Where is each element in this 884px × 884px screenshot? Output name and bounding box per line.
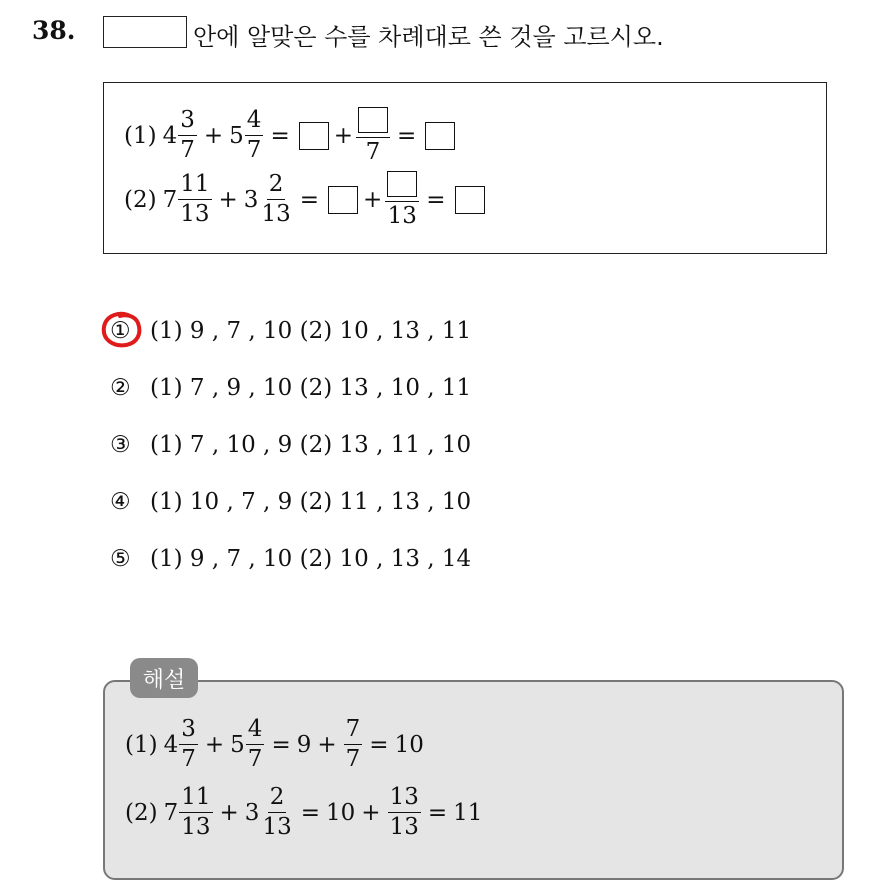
equals-sign: =	[427, 799, 448, 826]
choice-1[interactable]	[110, 318, 471, 344]
fraction: $\frac{11}{13}$	[181, 784, 211, 840]
fraction: $\frac{3}{7}$	[181, 716, 196, 772]
plus-sign: +	[203, 122, 224, 149]
equals-sign: =	[299, 186, 319, 213]
fraction: $\frac{4}{7}$	[246, 107, 262, 163]
equals-sign: =	[369, 731, 389, 758]
problem-label-1: (1)	[124, 122, 157, 149]
solution-label-2: (2)	[125, 799, 158, 826]
fraction: $\frac{7}{7}$	[345, 716, 361, 772]
fraction-with-blank: 13	[385, 171, 419, 228]
choice-marker-3: ③	[110, 432, 131, 458]
fraction: $\frac{4}{7}$	[247, 716, 263, 772]
mixed-whole: 5	[229, 122, 244, 149]
equals-sign: =	[271, 731, 291, 758]
solution-result: 11	[453, 799, 483, 826]
choice-text-4: (1) 10 , 7 , 9 (2) 11 , 13 , 10	[150, 489, 472, 515]
solution-result: 10	[394, 731, 424, 758]
fraction-with-blank: 7	[356, 107, 390, 164]
equals-sign: =	[397, 122, 417, 149]
plus-sign: +	[204, 731, 225, 758]
question-number: 38.	[32, 16, 76, 45]
blank-box	[328, 186, 358, 214]
choice-4[interactable]	[110, 489, 471, 515]
solution-integer: 9	[296, 731, 312, 758]
plus-sign: +	[333, 122, 353, 149]
solution-integer: 10	[326, 799, 356, 826]
equals-sign: =	[300, 799, 320, 826]
plus-sign: +	[219, 799, 239, 826]
plus-sign: +	[317, 731, 337, 758]
fraction: $\frac{2}{13}$	[262, 784, 292, 840]
mixed-whole: 5	[230, 731, 245, 758]
choice-5[interactable]	[110, 546, 471, 572]
choice-marker-5: ⑤	[110, 546, 131, 572]
solution-equation-1	[125, 718, 424, 771]
mixed-whole: 4	[162, 122, 178, 149]
blank-box	[358, 107, 388, 133]
mixed-whole: 7	[163, 799, 179, 826]
fraction: $\frac{11}{13}$	[180, 171, 210, 227]
fraction: $\frac{13}{13}$	[389, 784, 419, 840]
question-text: 안에 알맞은 수를 차례대로 쓴 것을 고르시오.	[193, 23, 664, 51]
solution-label-1: (1)	[125, 731, 158, 758]
problem-equation-2	[124, 171, 488, 228]
mixed-whole: 3	[244, 799, 260, 826]
choice-marker-4: ④	[110, 489, 131, 515]
plus-sign: +	[218, 186, 238, 213]
mixed-whole: 4	[163, 731, 179, 758]
plus-sign: +	[361, 799, 381, 826]
solution-tab: 해설	[130, 658, 198, 698]
choice-marker-2: ②	[110, 375, 131, 401]
blank-box	[299, 122, 329, 150]
solution-box	[103, 680, 844, 880]
blank-box	[387, 171, 417, 197]
problem-equation-1	[124, 107, 458, 164]
choice-text-3: (1) 7 , 10 , 9 (2) 13 , 11 , 10	[150, 432, 472, 458]
equals-sign: =	[270, 122, 290, 149]
selected-circle-icon	[100, 310, 144, 350]
blank-box	[455, 186, 485, 214]
equals-sign: =	[426, 186, 446, 213]
problem-label-2: (2)	[124, 186, 157, 213]
blank-box	[425, 122, 455, 150]
choice-3[interactable]	[110, 432, 471, 458]
answer-blank-box	[103, 16, 187, 48]
choice-text-5: (1) 9 , 7 , 10 (2) 10 , 13 , 14	[150, 546, 472, 572]
choice-text-2: (1) 7 , 9 , 10 (2) 13 , 10 , 11	[150, 375, 472, 401]
mixed-whole: 3	[243, 186, 259, 213]
mixed-whole: 7	[162, 186, 178, 213]
problem-box	[103, 82, 827, 254]
choice-marker-1: ①	[110, 318, 131, 344]
plus-sign: +	[363, 186, 383, 213]
fraction: $\frac{2}{13}$	[261, 171, 291, 227]
choice-text-1: (1) 9 , 7 , 10 (2) 10 , 13 , 11	[150, 318, 472, 344]
choice-2[interactable]	[110, 375, 471, 401]
solution-equation-2	[125, 786, 482, 839]
fraction: $\frac{3}{7}$	[180, 107, 195, 163]
